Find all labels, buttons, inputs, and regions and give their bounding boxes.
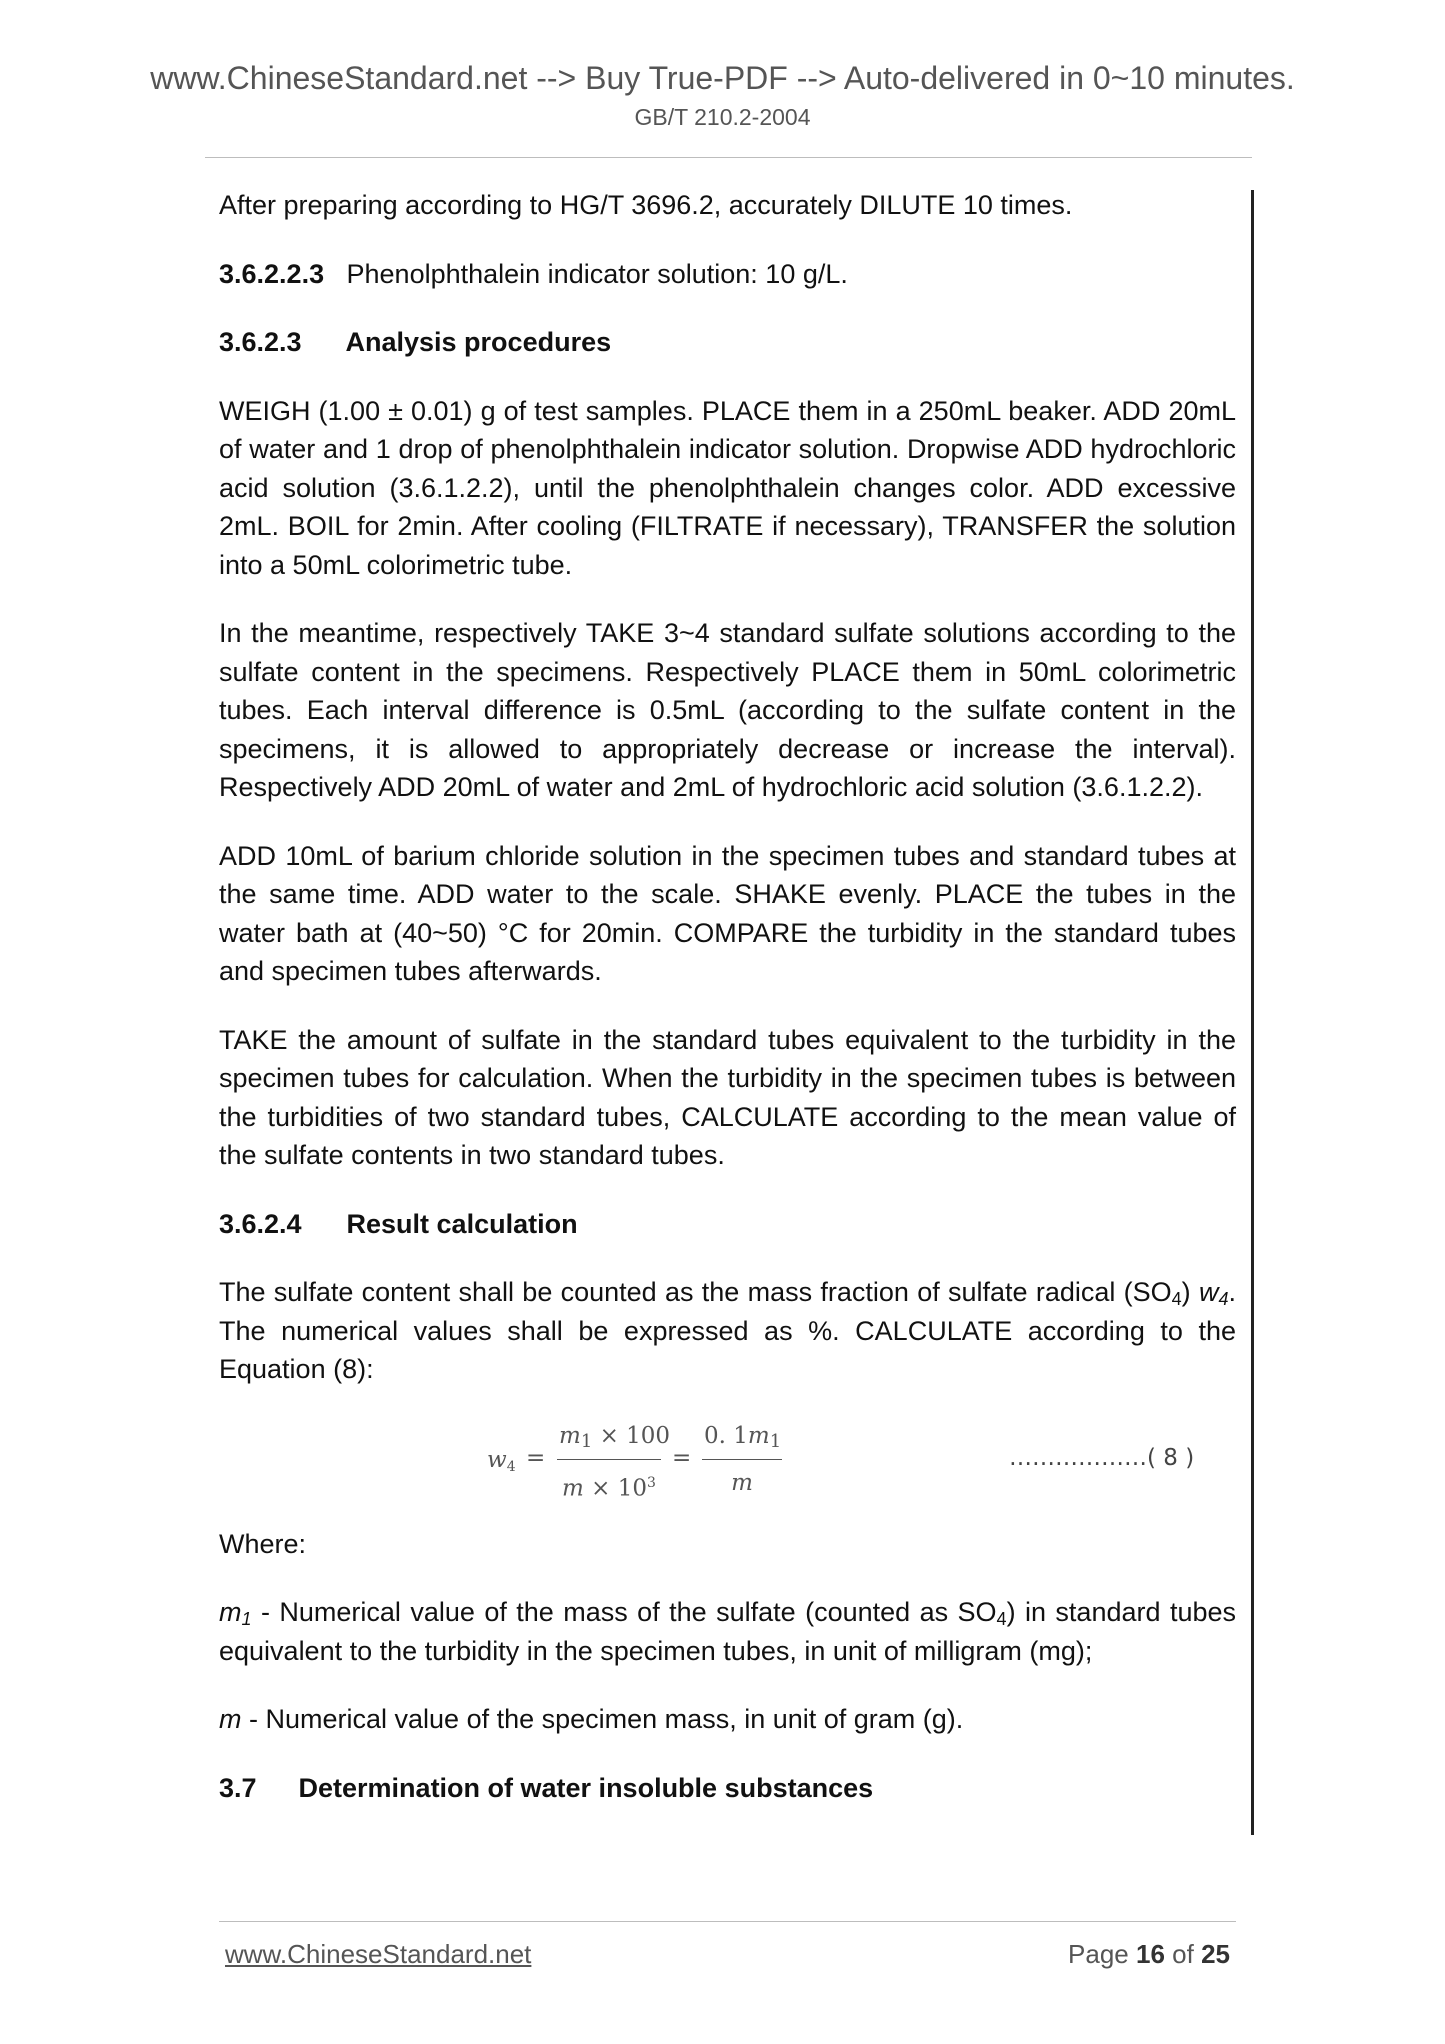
heading-number: 3.7 — [219, 1772, 257, 1803]
paragraph-turbidity: TAKE the amount of sulfate in the standard tubes equivalent to the turbidity in the specimen tubes for calculation. When the turbidity in the specimen tubes is between the turbidities of two standard tubes, CALCULATE according to the mean value of the sulfate contents in two standard tubes. — [219, 1024, 1236, 1170]
definition-m1: $m_1$ - Numerical value of the mass of the sulfate (counted as $SO_4$) in standard tubes equivalent to the turbidity in the specimen tubes, in unit of milligram (mg); — [219, 1597, 1236, 1666]
heading-number: 3.6.2.3 — [219, 327, 302, 357]
heading-title: Result calculation — [346, 1208, 578, 1239]
heading-result-calculation — [219, 1205, 1236, 1244]
definition-m: m - Numerical value of the specimen mass, in unit of gram (g). — [219, 1704, 964, 1734]
paragraph-standard-solutions: In the meantime, respectively TAKE 3~4 standard sulfate solutions according to the sulfate content in the specimens. Respectively PLACE them in 50mL colorimetric tubes. Each interval difference is 0.5mL (according to the sulfate content in the specimens, it is allowed to appropriately decrease or increase the interval). Respectively ADD 20mL of water and 2mL of hydrochloric acid solution (3.6.1.2.2). — [219, 618, 1236, 802]
fraction-numerator: 0. $1m_1$ — [702, 1417, 782, 1461]
fraction-denominator: $m \times 10^3$ — [562, 1475, 656, 1502]
fraction-2 — [702, 1417, 782, 1503]
clause-text: Phenolphthalein indicator solution: 10 g/L. — [346, 258, 848, 289]
paragraph-intro: After preparing according to HG/T 3696.2, accurately DILUTE 10 times. — [219, 190, 1073, 220]
footer-divider — [219, 1921, 1236, 1922]
heading-title: Determination of water insoluble substances — [298, 1772, 874, 1803]
current-page: 16 — [1136, 1939, 1165, 1969]
equation-lhs: $w_4$ — [487, 1446, 516, 1475]
total-pages: 25 — [1201, 1939, 1230, 1969]
paragraph-weigh: WEIGH (1.00 ± 0.01) g of test samples. PLACE them in a 250mL beaker. ADD 20mL of water and 1 drop of phenolphthalein indicator solution. Dropwise ADD hydrochloric acid solution (3.6.1.2.2), until the phenolphthalein changes color. ADD excessive 2mL. BOIL for 2min. After cooling (FILTRATE if necessary), TRANSFER the solution into a 50mL colorimetric tube. — [219, 395, 1236, 580]
header-title: www.ChineseStandard.net --> Buy True-PDF --> Auto-delivered in 0~10 minutes. — [150, 60, 1295, 96]
header-divider — [205, 157, 1252, 158]
footer-website-link[interactable]: www.ChineseStandard.net — [225, 1939, 532, 1969]
equation-number: ………………( 8 ) — [1009, 1444, 1195, 1471]
fraction-numerator: $m_1 \times 100$ — [557, 1417, 661, 1461]
heading-title: Analysis procedures — [345, 327, 612, 357]
equation-8 — [219, 1413, 1236, 1503]
heading-number: 3.6.2.4 — [219, 1208, 302, 1239]
document-body — [219, 186, 1236, 1837]
paragraph-barium-chloride: ADD 10mL of barium chloride solution in the specimen tubes and standard tubes at the same time. ADD water to the scale. SHAKE evenly. PLACE the tubes in the water bath at (40~50) °C for 20min. COMPARE the turbidity in the standard tubes and specimen tubes afterwards. — [219, 840, 1236, 986]
equals-sign: = — [672, 1444, 692, 1471]
fraction-1 — [557, 1417, 671, 1509]
paragraph-sulfate-content: The sulfate content shall be counted as the mass fraction of sulfate radical $(SO_4)$ $w_4$. The numerical values shall be expressed as %. CALCULATE according to the Equation (8): — [219, 1277, 1236, 1384]
where-label: Where: — [219, 1528, 307, 1559]
heading-water-insoluble — [219, 1769, 1236, 1808]
change-bar — [1251, 190, 1254, 1835]
clause-3-6-2-2-3 — [219, 255, 1236, 294]
page-indicator: Page 16 of 25 — [1068, 1939, 1230, 1969]
heading-analysis-procedures — [219, 323, 1236, 362]
clause-number: 3.6.2.2.3 — [219, 258, 325, 289]
fraction-denominator: m — [731, 1470, 753, 1496]
equals-sign: = — [526, 1444, 546, 1471]
standard-number: GB/T 210.2-2004 — [634, 104, 811, 130]
page-header — [0, 56, 1445, 134]
